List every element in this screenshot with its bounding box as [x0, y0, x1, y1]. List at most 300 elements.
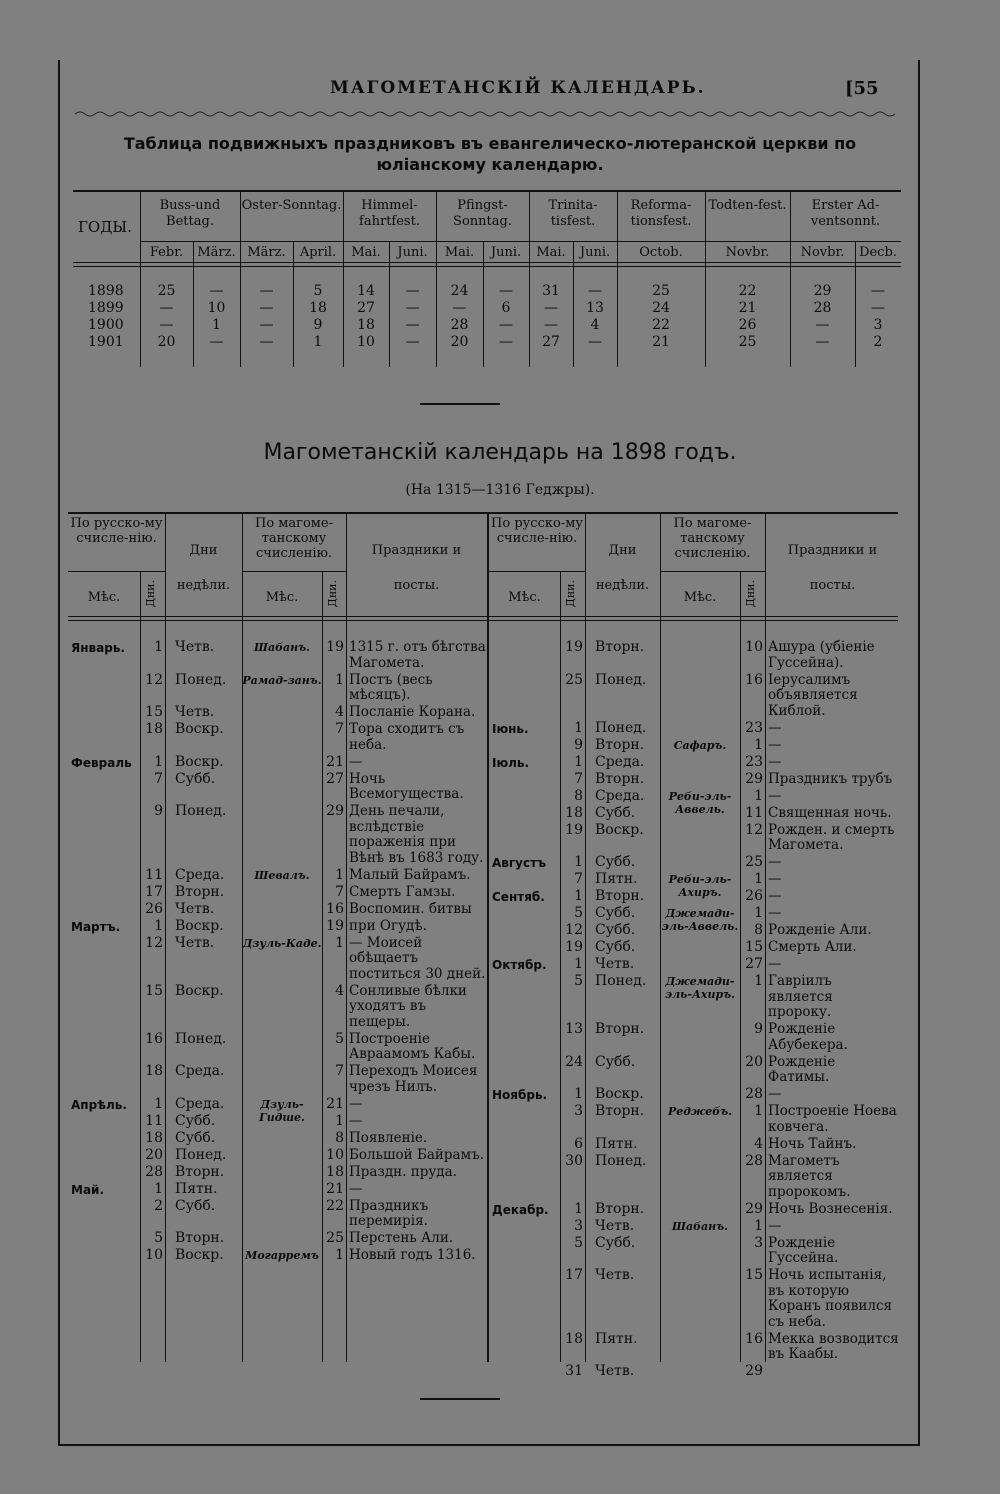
group-header: Todten-fest.	[708, 198, 787, 213]
day-cell: 17	[565, 1267, 583, 1283]
month-cell: Октябр.	[492, 958, 547, 972]
holiday-cell: 1315 г. отъ бѣгства Магомета.	[349, 639, 486, 671]
group-header: Erster Ad-ventsonnt.	[810, 198, 881, 229]
day-cell: 2	[154, 1197, 163, 1214]
table2-title: Магометанскій календарь на 1898 годъ.	[263, 440, 737, 465]
table-cell: 28	[813, 300, 832, 316]
month-cell: Ноябрь.	[492, 1088, 548, 1102]
table-cell: 5	[313, 283, 323, 299]
mag-month-cell: Сафаръ.	[673, 738, 727, 752]
weekday-cell: Вторн.	[595, 770, 645, 787]
day-cell: 18	[145, 1129, 163, 1146]
weekday-cell: Субб.	[175, 770, 216, 787]
year-cell: 1898	[88, 283, 124, 299]
day-cell: 5	[574, 973, 583, 989]
weekday-cell: Вторн.	[175, 883, 225, 900]
month-cell: Сентяб.	[492, 890, 545, 904]
mag-month-cell: Реби-эль-Аввель.	[668, 789, 732, 816]
table-cell: 1	[313, 334, 323, 350]
mag-month-cell: Реби-эль-Ахиръ.	[668, 873, 732, 899]
weekday-cell: Четв.	[595, 1217, 635, 1234]
divider-bottom	[420, 1398, 500, 1400]
day-cell: 1	[574, 854, 583, 870]
weekday-cell: Вторн.	[595, 639, 645, 655]
day-cell: 20	[145, 1146, 163, 1163]
sub-header: April.	[299, 245, 337, 260]
sub-header: Febr.	[149, 245, 184, 260]
mag-day-cell: 19	[326, 917, 344, 934]
header-holidays: Праздники и	[787, 543, 878, 558]
mag-day-cell: 12	[745, 821, 763, 838]
day-cell: 1	[574, 1086, 583, 1102]
day-cell: 3	[574, 1103, 583, 1119]
table-cell: 18	[309, 300, 327, 316]
weekday-cell: Среда.	[595, 753, 645, 770]
table-cell: —	[259, 283, 274, 299]
table-cell: 21	[738, 300, 757, 316]
mag-day-cell: 3	[754, 1234, 763, 1251]
table-cell: —	[159, 300, 174, 316]
sub-header: Juni.	[579, 245, 611, 260]
mag-day-cell: 1	[335, 1112, 344, 1129]
weekday-cell: Пятн.	[595, 1330, 638, 1347]
table-cell: —	[452, 300, 467, 316]
holiday-cell: при Огудѣ.	[349, 917, 427, 934]
mag-day-cell: 21	[326, 753, 344, 770]
weekday-cell: Понед.	[595, 671, 647, 688]
holiday-cell: Рожденіе Гуссейна.	[768, 1234, 839, 1266]
mag-day-cell: 1	[754, 1103, 763, 1119]
mag-day-cell: 1	[754, 736, 763, 753]
center-rule	[487, 512, 489, 1362]
mag-day-cell: 15	[745, 1267, 763, 1283]
weekday-cell: Четв.	[595, 956, 635, 972]
header-holidays2: посты.	[393, 578, 440, 593]
holiday-cell: День печали, вслѣдствіе пораженія при Вѣнѣ въ 1683 году.	[349, 803, 484, 866]
rule	[73, 190, 901, 192]
holiday-cell: Іерусалимъ объявляется Киблой.	[768, 671, 858, 719]
sub-header: Mai.	[536, 245, 566, 260]
weekday-cell: Понед.	[175, 1146, 227, 1163]
mag-day-cell: 8	[335, 1129, 344, 1146]
table-cell: —	[499, 334, 513, 350]
col-rule	[660, 512, 661, 1362]
header-dni: Дни.	[744, 580, 757, 608]
day-cell: 19	[565, 639, 583, 655]
weekday-cell: Понед.	[175, 803, 227, 819]
mag-day-cell: 23	[745, 753, 763, 770]
weekday-cell: Воскр.	[595, 821, 644, 838]
table-cell: —	[405, 334, 420, 350]
day-cell: 18	[145, 721, 163, 737]
mag-month-cell: Шабанъ.	[254, 641, 310, 654]
mag-day-cell: 26	[745, 888, 763, 904]
mag-day-cell: 1	[335, 671, 344, 688]
table-cell: 27	[357, 300, 375, 316]
weekday-cell: Понед.	[595, 973, 647, 989]
weekday-cell: Вторн.	[595, 888, 645, 904]
col-rule	[765, 512, 766, 1362]
weekday-cell: Субб.	[595, 905, 636, 921]
mag-day-cell: 1	[335, 866, 344, 883]
weekday-cell: Воскр.	[595, 1086, 644, 1102]
table-cell: 29	[813, 283, 832, 299]
holiday-cell: —	[768, 956, 782, 972]
table-cell: —	[159, 317, 174, 333]
mag-month-cell: Могарремъ	[245, 1249, 319, 1262]
holiday-cell: —	[349, 1180, 363, 1197]
header-mes: Мѣс.	[265, 590, 299, 605]
month-cell: Іюнь.	[492, 721, 529, 736]
day-cell: 1	[574, 888, 583, 904]
header-dni: Дни.	[144, 580, 157, 608]
sub-header: März.	[247, 245, 286, 260]
day-cell: 18	[145, 1063, 163, 1079]
mag-day-cell: 29	[745, 770, 763, 787]
day-cell: 5	[574, 1234, 583, 1251]
holiday-cell: Рожденіе Али.	[768, 922, 872, 938]
sub-header: März.	[197, 245, 236, 260]
day-cell: 12	[145, 934, 163, 951]
mag-day-cell: 23	[745, 719, 763, 736]
header-holidays: Праздники и	[371, 543, 462, 558]
day-cell: 1	[574, 753, 583, 770]
day-cell: 5	[574, 905, 583, 921]
mag-day-cell: 7	[335, 1063, 344, 1079]
weekday-cell: Воскр.	[175, 753, 224, 770]
day-cell: 30	[565, 1152, 583, 1169]
weekday-cell: Среда.	[175, 866, 225, 883]
holiday-cell: Построеніе Авраамомъ Кабы.	[349, 1030, 476, 1062]
day-cell: 5	[154, 1230, 163, 1246]
holiday-cell: —	[768, 871, 782, 887]
group-header: Trinita-tisfest.	[548, 198, 598, 229]
mag-day-cell: 11	[745, 804, 763, 821]
day-cell: 19	[565, 939, 583, 955]
header-mag: По магоме-танскому счисленію.	[255, 516, 333, 561]
sub-header: Novbr.	[800, 245, 845, 260]
holiday-cell: Ашура (убіеніе Гуссейна).	[768, 639, 875, 671]
holiday-cell: Большой Байрамъ.	[349, 1146, 484, 1163]
holiday-cell: Смерть Али.	[768, 939, 857, 955]
mag-month-cell: Дзуль-Каде.	[242, 936, 322, 950]
weekday-cell: Среда.	[595, 787, 645, 804]
holiday-cell: Гавріилъ является пророку.	[768, 973, 833, 1020]
month-cell: Мартъ.	[71, 919, 121, 934]
day-cell: 1	[574, 956, 583, 972]
holiday-cell: Праздникъ перемирія.	[349, 1197, 429, 1229]
day-cell: 1	[154, 639, 163, 655]
table-cell: —	[499, 317, 513, 333]
mag-day-cell: 16	[326, 900, 344, 917]
day-cell: 17	[145, 883, 163, 900]
day-cell: 1	[574, 1200, 583, 1217]
day-cell: 1	[154, 1180, 163, 1197]
holiday-cell: —	[768, 888, 782, 904]
day-cell: 16	[145, 1030, 163, 1047]
table-cell: 1	[212, 317, 221, 333]
table-cell: —	[588, 283, 602, 299]
year-cell: 1900	[88, 317, 124, 333]
weekday-cell: Воскр.	[175, 982, 224, 999]
header-mag: По магоме-танскому счисленію.	[673, 516, 752, 561]
table-cell: 6	[501, 300, 511, 316]
mag-day-cell: 21	[326, 1095, 344, 1112]
holiday-cell: —	[768, 1217, 782, 1234]
mag-day-cell: 7	[335, 883, 344, 900]
weekday-cell: Четв.	[175, 900, 215, 917]
table-cell: —	[871, 283, 885, 299]
table-cell: 24	[652, 300, 670, 316]
holiday-cell: — Моисей обѣщаетъ поститься 30 дней.	[349, 934, 486, 982]
holiday-cell: Сонливые бѣлки уходятъ въ пещеры.	[349, 982, 467, 1030]
group-header: Pfingst-Sonntag.	[453, 198, 512, 229]
mag-month-cell: Шевалъ.	[254, 868, 310, 882]
rule	[73, 262, 901, 263]
table-cell: 21	[652, 334, 670, 350]
month-cell: Декабр.	[492, 1202, 549, 1217]
weekday-cell: Воскр.	[175, 917, 224, 934]
weekday-cell: Пятн.	[595, 871, 638, 887]
weekday-cell: Субб.	[595, 804, 636, 821]
mag-day-cell: 20	[745, 1053, 763, 1070]
day-cell: 7	[154, 770, 163, 787]
holiday-cell: Переходъ Моисея чрезъ Нилъ.	[349, 1063, 478, 1095]
weekday-cell: Четв.	[175, 639, 215, 655]
holiday-cell: Воспомин. битвы	[349, 900, 472, 917]
day-cell: 9	[574, 736, 583, 753]
day-cell: 24	[565, 1053, 583, 1070]
holiday-cell: —	[349, 1112, 363, 1129]
table-cell: 20	[157, 334, 176, 350]
weekday-cell: Среда.	[175, 1095, 225, 1112]
year-cell: 1901	[88, 334, 124, 350]
table-cell: 13	[586, 300, 604, 316]
day-cell: 18	[565, 804, 583, 821]
mag-month-cell: Шабанъ.	[672, 1219, 728, 1233]
holiday-cell: Малый Байрамъ.	[349, 866, 471, 883]
holiday-cell: Рожденіе Фатимы.	[768, 1053, 836, 1085]
header-dni: Дни.	[564, 580, 577, 608]
holiday-cell: Ночь Всемогущества.	[349, 770, 464, 802]
table-cell: 10	[357, 334, 375, 350]
table-cell: 25	[738, 334, 757, 350]
table-cell: 26	[738, 317, 757, 333]
table-cell: 28	[450, 317, 469, 333]
running-title: МАГОМЕТАНСКІЙ КАЛЕНДАРЬ.	[330, 78, 706, 98]
day-cell: 6	[574, 1135, 583, 1152]
rule	[68, 512, 898, 514]
day-cell: 28	[145, 1163, 163, 1180]
rule	[73, 266, 901, 267]
weekday-cell: Вторн.	[175, 1230, 225, 1246]
holiday-cell: Праздникъ трубъ	[768, 770, 893, 787]
rule	[489, 571, 585, 572]
mag-month-cell: Реджебъ.	[667, 1105, 733, 1118]
table-cell: 18	[357, 317, 375, 333]
header-ru: По русско-му счисле-нію.	[491, 516, 583, 546]
day-cell: 8	[574, 787, 583, 804]
month-cell: Май.	[71, 1182, 105, 1197]
day-cell: 10	[145, 1247, 163, 1263]
weekday-cell: Субб.	[595, 939, 636, 955]
sub-header: Novbr.	[725, 245, 770, 260]
mag-day-cell: 7	[335, 721, 344, 737]
day-cell: 9	[154, 803, 163, 819]
holiday-cell: Ночь Вознесенія.	[768, 1200, 893, 1217]
day-cell: 25	[565, 671, 583, 688]
table-cell: 3	[873, 317, 883, 333]
holiday-cell: —	[768, 736, 782, 753]
mag-month-cell: Джемади-эль-Аввель.	[661, 907, 739, 933]
mag-day-cell: 4	[754, 1135, 763, 1152]
table1-title: Таблица подвижныхъ праздниковъ въ евангелическо-лютеранской церкви по юліанскому календарю.	[123, 134, 857, 174]
weekday-cell: Субб.	[595, 922, 636, 938]
holiday-cell: Ночь Тайнъ.	[768, 1135, 857, 1152]
day-cell: 18	[565, 1330, 583, 1347]
holiday-cell: —	[768, 854, 782, 870]
table-cell: —	[815, 317, 830, 333]
page-number: [55	[845, 78, 879, 99]
header-mes: Мѣс.	[87, 590, 121, 605]
weekday-cell: Вторн.	[595, 736, 645, 753]
weekday-cell: Субб.	[595, 854, 636, 870]
weekday-cell: Понед.	[595, 1152, 647, 1169]
table-cell: 10	[207, 300, 226, 316]
mag-day-cell: 29	[745, 1363, 763, 1379]
sub-header: Mai.	[351, 245, 381, 260]
group-header: Himmel-fahrtfest.	[359, 198, 420, 229]
sub-header: Decb.	[859, 245, 897, 260]
col-rule	[165, 512, 166, 1362]
holiday-cell: —	[768, 753, 782, 770]
weekday-cell: Субб.	[175, 1197, 216, 1214]
mag-day-cell: 19	[326, 639, 344, 655]
weekday-cell: Понед.	[175, 1030, 227, 1047]
table-cell: 24	[450, 283, 469, 299]
table-cell: —	[405, 317, 420, 333]
table-cell: 4	[590, 317, 600, 333]
mag-day-cell: 8	[754, 922, 763, 938]
mag-day-cell: 25	[745, 854, 763, 870]
header-days: Дни	[608, 543, 637, 558]
table-cell: 27	[542, 334, 560, 350]
holiday-cell: —	[768, 787, 782, 804]
day-cell: 7	[574, 770, 583, 787]
weekday-cell: Субб.	[595, 1234, 636, 1251]
holiday-cell: Тора сходитъ съ неба.	[349, 721, 465, 753]
mag-day-cell: 1	[754, 905, 763, 921]
table-cell: —	[209, 334, 224, 350]
decorative-wavy-rule	[75, 110, 900, 118]
rule	[68, 620, 898, 621]
mag-day-cell: 22	[326, 1197, 344, 1214]
table-cell: 25	[157, 283, 176, 299]
table-cell: 9	[313, 317, 323, 333]
mag-day-cell: 29	[326, 803, 344, 819]
table-cell: —	[405, 300, 420, 316]
day-cell: 12	[565, 922, 583, 938]
mag-day-cell: 28	[745, 1152, 763, 1169]
header-dni: Дни.	[326, 580, 339, 608]
month-cell: Январь.	[71, 641, 125, 655]
holiday-cell: Перстень Али.	[349, 1230, 454, 1246]
day-cell: 3	[574, 1217, 583, 1234]
header-days: Дни	[189, 543, 218, 558]
rule	[242, 571, 346, 572]
mag-day-cell: 4	[335, 704, 344, 720]
table-cell: —	[259, 334, 274, 350]
day-cell: 26	[145, 900, 163, 917]
mag-day-cell: 1	[335, 934, 344, 951]
holiday-cell: Посланіе Корана.	[349, 704, 476, 720]
weekday-cell: Понед.	[595, 719, 647, 736]
day-cell: 15	[145, 704, 163, 720]
header-days2: недѣли.	[176, 578, 231, 593]
weekday-cell: Пятн.	[175, 1180, 218, 1197]
holiday-cell: —	[768, 1086, 782, 1102]
holiday-cell: Новый годъ 1316.	[349, 1247, 476, 1263]
holiday-cell: Рожден. и смерть Магомета.	[768, 821, 895, 853]
holiday-cell: Ночь испытанія, въ которую Коранъ появился съ неба.	[768, 1267, 893, 1330]
day-cell: 15	[145, 982, 163, 999]
holiday-cell: Постъ (весь мѣсяцъ).	[349, 671, 433, 703]
holiday-cell: Мекка возводится въ Каабы.	[768, 1330, 899, 1362]
col-rule	[346, 512, 347, 1362]
holiday-cell: Смерть Гамзы.	[349, 883, 456, 900]
rule	[68, 616, 898, 617]
day-cell: 1	[154, 917, 163, 934]
mag-day-cell: 9	[754, 1021, 763, 1037]
mag-day-cell: 25	[326, 1230, 344, 1246]
mag-day-cell: 21	[326, 1180, 344, 1197]
rule	[660, 571, 765, 572]
sub-header: Mai.	[444, 245, 475, 260]
mag-day-cell: 10	[745, 639, 763, 655]
table-cell: 25	[652, 283, 670, 299]
table-cell: 20	[450, 334, 469, 350]
weekday-cell: Четв.	[595, 1363, 635, 1379]
day-cell: 1	[154, 753, 163, 770]
group-header: Buss-und Bettag.	[159, 198, 221, 229]
mag-month-cell: Рамад-занъ.	[242, 673, 322, 687]
weekday-cell: Вторн.	[175, 1163, 225, 1180]
mag-day-cell: 27	[745, 956, 763, 972]
weekday-cell: Четв.	[595, 1267, 635, 1283]
weekday-cell: Воскр.	[175, 1247, 224, 1263]
table-cell: 22	[738, 283, 757, 299]
month-cell: Февраль	[71, 755, 132, 770]
weekday-cell: Четв.	[175, 934, 215, 951]
weekday-cell: Вторн.	[595, 1103, 645, 1119]
years-header: ГОДЫ.	[78, 218, 132, 236]
year-cell: 1899	[88, 300, 124, 316]
mag-day-cell: 27	[326, 770, 344, 787]
day-cell: 11	[145, 866, 163, 883]
month-cell: Іюль.	[492, 755, 530, 770]
holiday-cell: —	[768, 905, 782, 921]
month-cell: Апрѣль.	[71, 1097, 127, 1112]
weekday-cell: Пятн.	[595, 1135, 638, 1152]
day-cell: 11	[145, 1112, 163, 1129]
mag-day-cell: 10	[326, 1146, 344, 1163]
mag-day-cell: 29	[745, 1200, 763, 1217]
day-cell: 13	[565, 1021, 583, 1037]
table-cell: —	[259, 317, 274, 333]
day-cell: 1	[154, 1095, 163, 1112]
day-cell: 19	[565, 821, 583, 838]
mag-day-cell: 1	[335, 1247, 344, 1263]
